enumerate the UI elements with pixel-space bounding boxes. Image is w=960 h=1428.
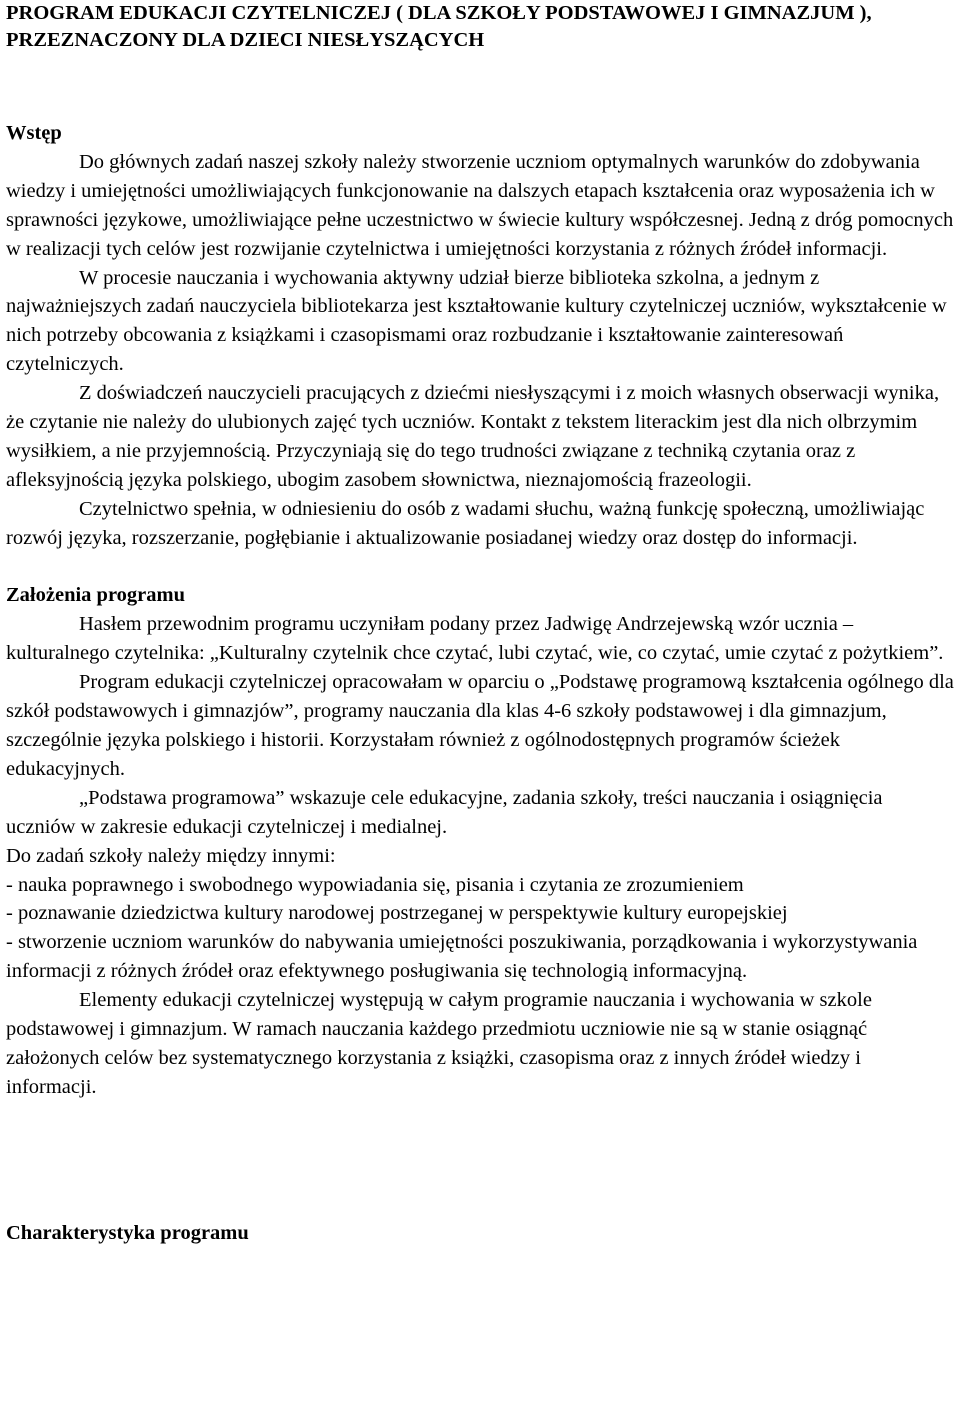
section-heading: Założenia programu — [6, 584, 185, 607]
spacer — [6, 1102, 956, 1219]
section-program-characteristics — [6, 1219, 956, 1248]
spacer — [6, 553, 956, 582]
section-heading: Charakterystyka programu — [6, 1221, 249, 1244]
paragraph: Do głównych zadań naszej szkoły należy stworzenie uczniom optymalnych warunków do zdobywania wiedzy i umiejętności umożliwiających funkcjonowanie na dalszych etapach kształcenia oraz wyposażenia ich w sprawności językowe, umożliwiające pełne uczestnictwo w świecie kultury współczesnej. Jedną z dróg pomocnych w realizacji tych celów jest rozwijanie czytelnictwa i umiejętności korzystania z różnych źródeł informacji. — [6, 150, 954, 260]
paragraph: Czytelnictwo spełnia, w odniesieniu do osób z wadami słuchu, ważną funkcję społeczną, umożliwiając rozwój języka, rozszerzanie, pogłębianie i aktualizowanie posiadanej wiedzy oraz dostęp do informacji. — [6, 497, 925, 549]
list-item: - poznawanie dziedzictwa kultury narodowej postrzeganej w perspektywie kultury europejskiej — [6, 902, 788, 925]
paragraph: W procesie nauczania i wychowania aktywny udział bierze biblioteka szkolna, a jednym z najważniejszych zadań nauczyciela bibliotekarza jest kształtowanie kultury czytelniczej uczniów, wykształcenie w nich potrzeby obcowania z książkami i czasopismami oraz rozbudzanie i kształtowanie zainteresowań czytelniczych. — [6, 266, 947, 376]
paragraph: Elementy edukacji czytelniczej występują w całym programie nauczania i wychowania w szkole podstawowej i gimnazjum. W ramach nauczania każdego przedmiotu uczniowie nie są w stanie osiągnąć założonych celów bez systematycznego korzystania z książki, czasopisma oraz z innych źródeł wiedzy i informacji. — [6, 989, 872, 1098]
section-introduction — [6, 119, 956, 553]
paragraph: Z doświadczeń nauczycieli pracujących z dziećmi niesłyszącymi i z moich własnych obserwacji wynika, że czytanie nie należy do ulubionych zajęć tych uczniów. Kontakt z tekstem literackim jest dla nich olbrzymim wysiłkiem, a nie przyjemnością. Przyczyniają się do tego trudności związane z techniką czytania oraz z afleksyjnością języka polskiego, ubogim zasobem słownictwa, nieznajomością frazeologii. — [6, 382, 940, 491]
list-item: - nauka poprawnego i swobodnego wypowiadania się, pisania i czytania ze zrozumieniem — [6, 873, 744, 896]
paragraph: Program edukacji czytelniczej opracowałam w oparciu o „Podstawę programową kształcenia ogólnego dla szkół podstawowych i gimnazjów”, programy nauczania dla klas 4-6 szkoły podstawowej i dla gimnazjum, szczególnie języka polskiego i historii. Korzystałam również z ogólnodostępnych programów ścieżek edukacyjnych. — [6, 671, 954, 780]
document-title: PROGRAM EDUKACJI CZYTELNICZEJ ( DLA SZKOŁY PODSTAWOWEJ I GIMNAZJUM ), PRZEZNACZONY DLA DZIECI NIESŁYSZĄCYCH — [6, 2, 872, 51]
section-heading: Wstęp — [6, 122, 62, 144]
list-item: - stworzenie uczniom warunków do nabywania umiejętności poszukiwania, porządkowania i wykorzystywania informacji z różnych źródeł oraz efektywnego posługiwania się technologią informacyjną. — [6, 931, 918, 983]
document-page — [6, 0, 956, 1248]
paragraph: „Podstawa programowa” wskazuje cele edukacyjne, zadania szkoły, treści nauczania i osiągnięcia uczniów w zakresie edukacji czytelniczej i medialnej. — [6, 786, 883, 838]
list-intro: Do zadań szkoły należy między innymi: — [6, 844, 336, 867]
spacer — [6, 54, 956, 119]
section-program-assumptions — [6, 581, 956, 1101]
paragraph: Hasłem przewodnim programu uczyniłam podany przez Jadwigę Andrzejewską wzór ucznia – kulturalnego czytelnika: „Kulturalny czytelnik chce czytać, lubi czytać, wie, co czytać, umie czytać z pożytkiem”. — [6, 613, 944, 665]
